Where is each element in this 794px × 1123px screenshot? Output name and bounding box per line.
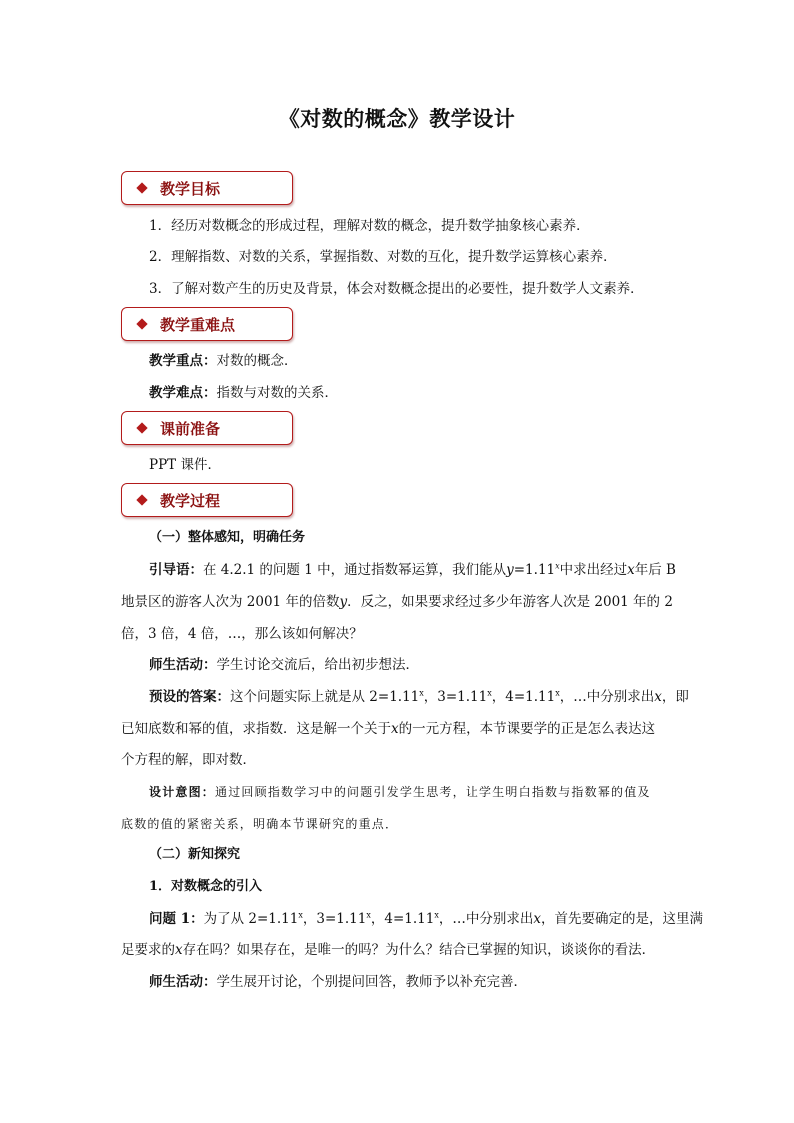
design-intent-line2: 底数的值的紧密关系，明确本节课研究的重点． <box>121 817 399 831</box>
text-run: 地景区的游客人次为 2001 年的倍数 <box>121 594 340 610</box>
section-heading-label: 教学目标 <box>160 179 221 198</box>
activity2-label: 师生活动： <box>149 974 217 990</box>
diamond-icon <box>136 182 147 193</box>
section-heading-preparation <box>121 411 293 445</box>
answer-paragraph-line2 <box>121 720 677 738</box>
goal-item: 3．了解对数产生的历史及背景，体会对数概念提出的必要性，提升数学人文素养． <box>149 281 644 297</box>
text-run: 已知底数和幂的值，求指数．这是解一个关于 <box>121 721 391 737</box>
text-run: ，…中分别求出 <box>559 689 655 705</box>
text-run: 的一元方程，本节课要学的正是怎么表达这 <box>398 721 656 737</box>
activity-label: 师生活动： <box>149 657 217 673</box>
goal-item: 1．经历对数概念的形成过程，理解对数的概念，提升数学抽象核心素养． <box>149 218 590 234</box>
focus-label: 教学重点： <box>149 353 217 369</box>
design-text: 通过回顾指数学习中的问题引发学生思考，让学生明白指数与指数幂的值及 <box>215 785 651 799</box>
text-run: ，即 <box>661 689 689 705</box>
text-run: ，3=1.11 <box>302 911 367 927</box>
math-var: x <box>175 942 183 958</box>
preparation-text: PPT 课件． <box>149 457 221 473</box>
question1-line2 <box>121 941 677 959</box>
difficulty-text: 指数与对数的关系． <box>216 385 338 401</box>
intro-paragraph-line1 <box>149 561 705 579</box>
intro-paragraph-line2 <box>121 593 677 611</box>
activity2-text: 学生展开讨论，个别提问回答，教师予以补充完善． <box>216 974 527 990</box>
text-run: 存在吗？如果存在，是唯一的吗？为什么？结合已掌握的知识，谈谈你的看法． <box>182 942 656 958</box>
difficulty-label: 教学难点： <box>149 385 217 401</box>
teaching-difficulty <box>149 384 705 402</box>
design-intent-line1 <box>149 783 705 801</box>
answer-paragraph-line3: 个方程的解，即对数． <box>121 752 256 768</box>
text-run: ，首先要确定的是，这里满 <box>540 911 703 927</box>
section-heading-process <box>121 483 293 517</box>
section-heading-goals <box>121 171 293 205</box>
text-run: 为了从 2=1.11 <box>203 911 299 927</box>
math-var: x <box>533 911 541 927</box>
text-run: 中求出经过 <box>559 562 628 578</box>
activity-text: 学生讨论交流后，给出初步想法． <box>216 657 419 673</box>
math-sup: x <box>419 688 424 698</box>
math-sup: x <box>434 910 439 920</box>
math-sup: x <box>555 561 560 571</box>
section-heading-label: 课前准备 <box>160 419 221 438</box>
text-run: =1.11 <box>513 562 556 578</box>
math-var: y <box>339 594 348 610</box>
math-sup: x <box>487 688 492 698</box>
goal-item: 2．理解指数、对数的关系，掌握指数、对数的互化，提升数学运算核心素养． <box>149 249 617 265</box>
section-heading-label: 教学过程 <box>160 491 221 510</box>
text-run: 足要求的 <box>121 942 175 958</box>
diamond-icon <box>136 422 147 433</box>
intro-paragraph-line3: 倍，3 倍，4 倍，…，那么该如何解决？ <box>121 626 363 642</box>
math-sup: x <box>298 910 303 920</box>
intro-label: 引导语： <box>149 562 203 578</box>
math-var: x <box>391 721 399 737</box>
text-run: 这个问题实际上就是从 2=1.11 <box>230 689 420 705</box>
diamond-icon <box>136 494 147 505</box>
text-run: ，4=1.11 <box>491 689 556 705</box>
text-run: ，3=1.11 <box>423 689 488 705</box>
text-run: 在 4.2.1 的问题 1 中，通过指数幂运算，我们能从 <box>203 562 507 578</box>
section-heading-label: 教学重难点 <box>160 315 236 334</box>
sub1-title: 1．对数概念的引入 <box>149 879 263 894</box>
math-sup: x <box>366 910 371 920</box>
math-var: x <box>627 562 635 578</box>
math-var: x <box>654 689 662 705</box>
question1-label: 问题 1： <box>149 911 204 927</box>
text-run: ，4=1.11 <box>370 911 435 927</box>
question1-line1 <box>149 910 705 928</box>
part2-title: （二）新知探究 <box>149 847 241 862</box>
math-var: y <box>506 562 514 578</box>
activity-paragraph <box>149 656 705 674</box>
activity2-paragraph <box>149 973 705 991</box>
text-run: ，…中分别求出 <box>438 911 534 927</box>
section-heading-key-points <box>121 307 293 341</box>
focus-text: 对数的概念． <box>216 353 298 369</box>
text-run: ．反之，如果要求经过多少年游客人次是 2001 年的 2 <box>347 594 673 610</box>
part1-title: （一）整体感知，明确任务 <box>149 530 306 545</box>
teaching-focus <box>149 352 705 370</box>
document-title: 《对数的概念》教学设计 <box>278 106 516 131</box>
answer-label: 预设的答案： <box>149 689 230 705</box>
design-label: 设计意图： <box>149 785 216 799</box>
math-sup: x <box>555 688 560 698</box>
diamond-icon <box>136 318 147 329</box>
text-run: 年后 B <box>634 562 676 578</box>
answer-paragraph-line1 <box>149 688 705 706</box>
